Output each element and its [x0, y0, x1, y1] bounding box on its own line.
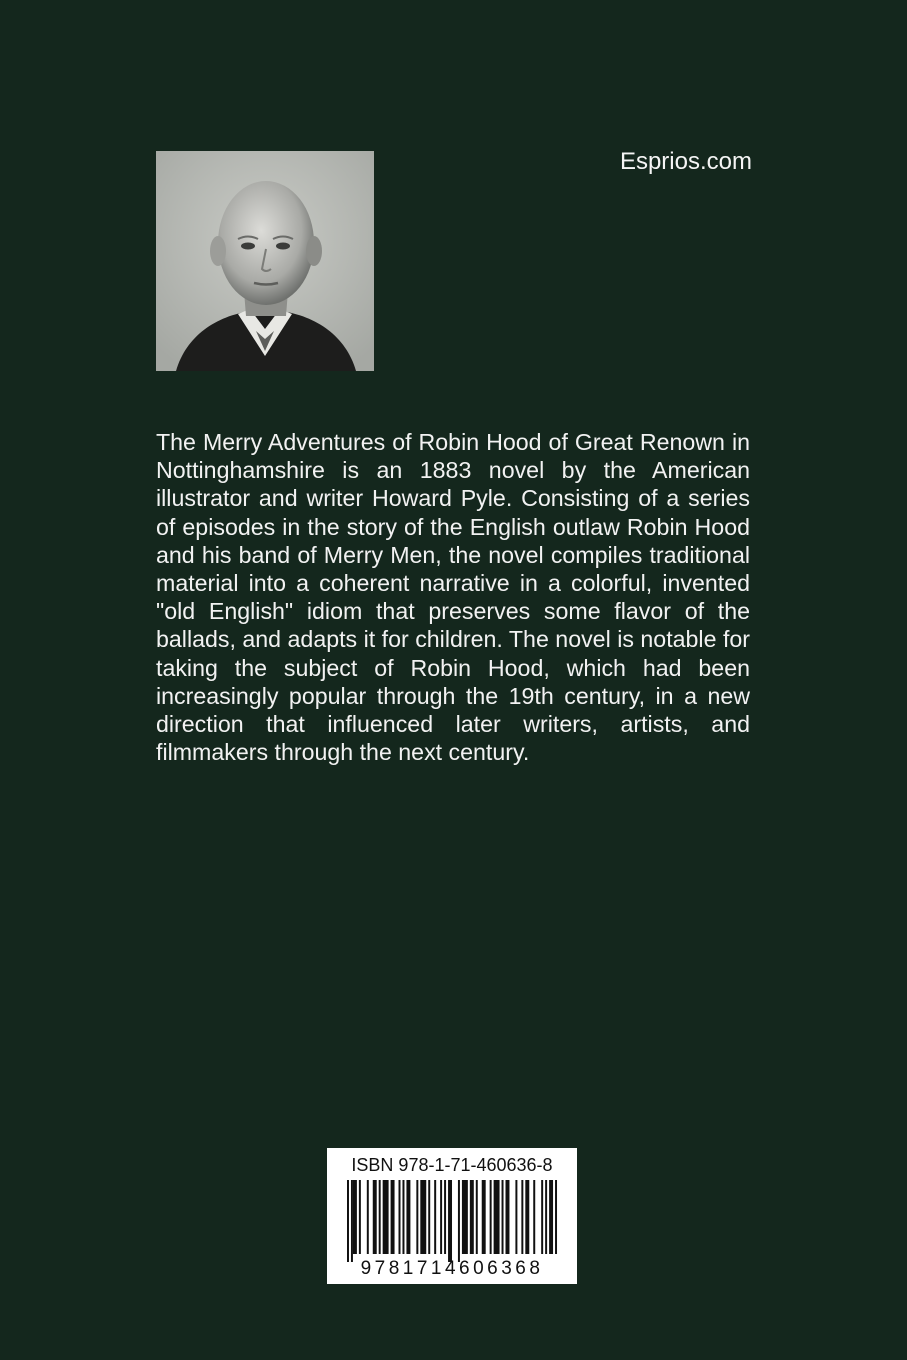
barcode-bar — [515, 1180, 517, 1254]
isbn-label: ISBN 978-1-71-460636-8 — [351, 1155, 553, 1175]
barcode-bar — [541, 1180, 543, 1254]
barcode-bar — [555, 1180, 557, 1254]
barcode-bar — [525, 1180, 529, 1254]
barcode-bar — [545, 1180, 547, 1254]
barcode-bar — [351, 1180, 353, 1262]
barcode-bar — [399, 1180, 401, 1254]
barcode-bar — [444, 1180, 446, 1254]
barcode-bar — [494, 1180, 500, 1254]
barcode-bar — [476, 1180, 478, 1254]
barcode-bar — [502, 1180, 504, 1254]
barcode-digits: 9781714606368 — [360, 1258, 544, 1279]
barcode-bars-icon — [347, 1180, 559, 1262]
barcode-bar — [428, 1180, 430, 1254]
barcode-bar — [482, 1180, 486, 1254]
barcode-bar — [533, 1180, 535, 1254]
barcode-bar — [347, 1180, 349, 1262]
barcode-bar — [470, 1180, 474, 1254]
portrait-photo-icon — [156, 151, 374, 371]
barcode-bar — [373, 1180, 377, 1254]
barcode-bar — [420, 1180, 426, 1254]
barcode-bar — [448, 1180, 452, 1262]
barcode-bar — [462, 1180, 468, 1254]
barcode-bar — [416, 1180, 418, 1254]
author-portrait — [156, 151, 374, 371]
barcode-bar — [359, 1180, 361, 1254]
barcode-bar — [434, 1180, 436, 1254]
barcode-bar — [391, 1180, 395, 1254]
barcode-bar — [549, 1180, 553, 1254]
barcode-bar — [383, 1180, 389, 1254]
barcode-bar — [506, 1180, 510, 1254]
barcode-bar — [521, 1180, 523, 1254]
barcode-bar — [402, 1180, 404, 1254]
publisher-name: Esprios.com — [619, 148, 752, 175]
barcode-bar — [490, 1180, 492, 1254]
barcode-bar — [458, 1180, 460, 1262]
barcode-bar — [406, 1180, 410, 1254]
barcode-bar — [353, 1180, 357, 1254]
barcode-bar — [379, 1180, 381, 1254]
isbn-barcode — [327, 1148, 577, 1284]
barcode-bar — [367, 1180, 369, 1254]
book-description: The Merry Adventures of Robin Hood of Great Renown in Nottinghamshire is an 1883 novel by the American illustrator and writer Howard Pyle. Consisting of a series of episodes in the story of the English outlaw Robin Hood and his band of Merry Men, the novel compiles traditional material into a coherent narrative in a colorful, invented "old English" idiom that preserves some flavor of the ballads, and adapts it for children. The novel is notable for taking the subject of Robin Hood, which had been increasingly popular through the 19th century, in a new direction that influenced later writers, artists, and filmmakers through the next century. — [156, 429, 750, 766]
barcode-bar — [440, 1180, 442, 1254]
